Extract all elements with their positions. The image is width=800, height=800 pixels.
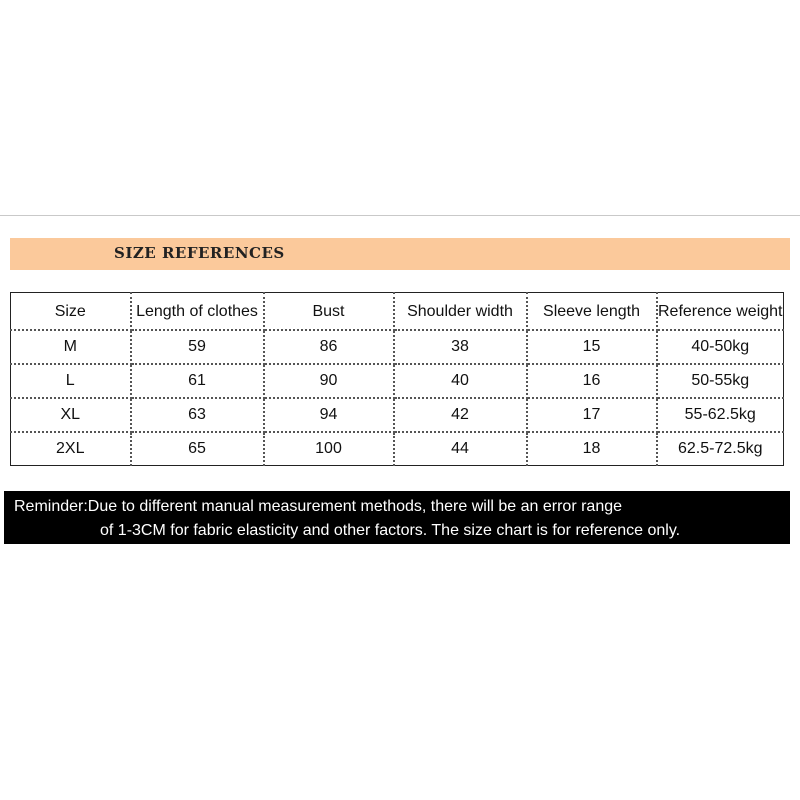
cell-weight: 40-50kg: [657, 330, 784, 364]
cell-shoulder: 44: [394, 432, 527, 466]
cell-bust: 90: [264, 364, 394, 398]
top-divider: [0, 215, 800, 216]
cell-bust: 94: [264, 398, 394, 432]
cell-size: L: [11, 364, 131, 398]
cell-sleeve: 17: [527, 398, 657, 432]
cell-sleeve: 15: [527, 330, 657, 364]
cell-shoulder: 40: [394, 364, 527, 398]
header-sleeve-length: Sleeve length: [527, 293, 657, 331]
cell-bust: 86: [264, 330, 394, 364]
reminder-text-line2: of 1-3CM for fabric elasticity and other factors. The size chart is for reference only.: [100, 522, 681, 539]
cell-shoulder: 38: [394, 330, 527, 364]
cell-sleeve: 18: [527, 432, 657, 466]
table-row: [11, 432, 784, 466]
cell-bust: 100: [264, 432, 394, 466]
header-reference-weight: Reference weight: [657, 293, 784, 331]
table-row: [11, 330, 784, 364]
table-row: [11, 364, 784, 398]
table-header-row: [11, 293, 784, 331]
cell-weight: 55-62.5kg: [657, 398, 784, 432]
reminder-notice: [4, 491, 790, 544]
table-row: [11, 398, 784, 432]
cell-length: 61: [131, 364, 264, 398]
cell-length: 63: [131, 398, 264, 432]
reminder-text-line1: Reminder:Due to different manual measurement methods, there will be an error range: [14, 498, 623, 515]
banner-title: SIZE REFERENCES: [114, 244, 285, 262]
size-chart-table: [10, 292, 784, 466]
cell-length: 59: [131, 330, 264, 364]
header-shoulder-width: Shoulder width: [394, 293, 527, 331]
cell-size: XL: [11, 398, 131, 432]
cell-length: 65: [131, 432, 264, 466]
cell-weight: 62.5-72.5kg: [657, 432, 784, 466]
header-length-of-clothes: Length of clothes: [131, 293, 264, 331]
header-size: Size: [11, 293, 131, 331]
size-references-banner: [10, 238, 790, 270]
header-bust: Bust: [264, 293, 394, 331]
cell-size: 2XL: [11, 432, 131, 466]
cell-sleeve: 16: [527, 364, 657, 398]
cell-size: M: [11, 330, 131, 364]
cell-weight: 50-55kg: [657, 364, 784, 398]
cell-shoulder: 42: [394, 398, 527, 432]
